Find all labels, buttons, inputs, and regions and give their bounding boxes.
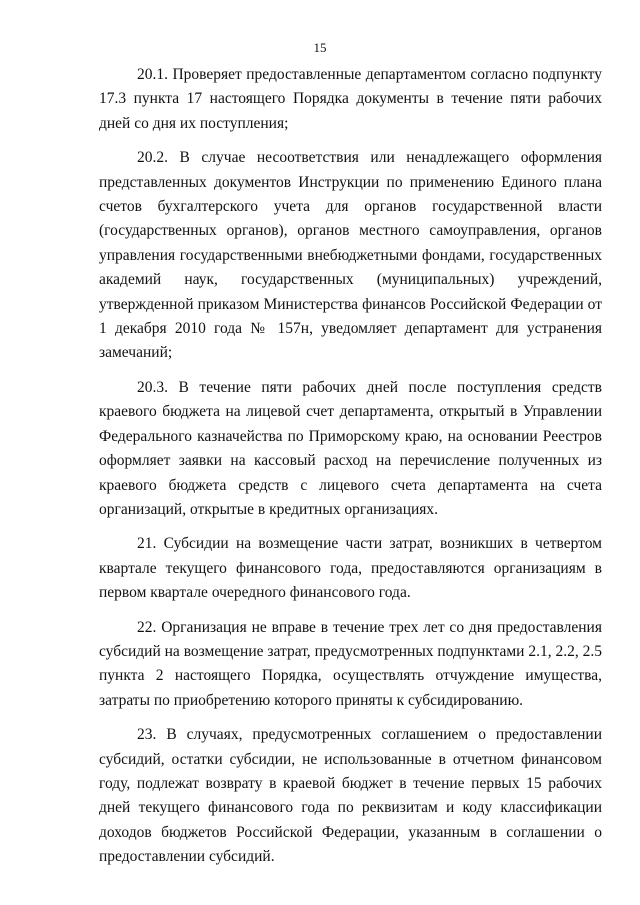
paragraph-21: 21. Субсидии на возмещение части затрат, возникших в четвертом квартале текущего финансового года, предоставляются организациям в первом квартале очередного финансового года. <box>99 535 602 602</box>
document-body <box>99 63 602 880</box>
paragraph-20-2: 20.2. В случае несоответствия или ненадлежащего оформления представленных документов Инструкции по применению Единого плана счетов бухгалтерского учета для органов государственной власти (государственных органов), органов местного самоуправления, органов управления государственными внебюджетными фондами, государственных академий наук, государственных (муниципальных) учреждений, утвержденной приказом Министерства финансов Российской Федерации от 1 декабря 2010 года № 157н, уведомляет департамент для устранения замечаний; <box>99 149 602 362</box>
paragraph-20-1: 20.1. Проверяет предоставленные департаментом согласно подпункту 17.3 пункта 17 настоящего Порядка документы в течение пяти рабочих дней со дня их поступления; <box>99 66 602 132</box>
paragraph-22: 22. Организация не вправе в течение трех лет со дня предоставления субсидий на возмещение затрат, предусмотренных подпунктами 2.1, 2.2, 2.5 пункта 2 настоящего Порядка, осуществлять отчуждение имущества, затраты по приобретению которого приняты к субсидированию. <box>99 618 602 709</box>
paragraph-20-3: 20.3. В течение пяти рабочих дней после поступления средств краевого бюджета на лицевой счет департамента, открытый в Управлении Федерального казначейства по Приморскому краю, на основании Реестров оформляет заявки на кассовый расход на перечисление полученных из краевого бюджета средств с лицевого счета департамента на счета организаций, открытые в кредитных организациях. <box>99 378 602 518</box>
paragraph-23: 23. В случаях, предусмотренных соглашением о предоставлении субсидий, остатки субсидии, не использованные в отчетном финансовом году, подлежат возврату в краевой бюджет в течение первых 15 рабочих дней текущего финансового года по реквизитам и коду классификации доходов бюджетов Российской Федерации, указанным в соглашении о предоставлении субсидий. <box>99 726 602 866</box>
page-number: 15 <box>313 40 327 55</box>
